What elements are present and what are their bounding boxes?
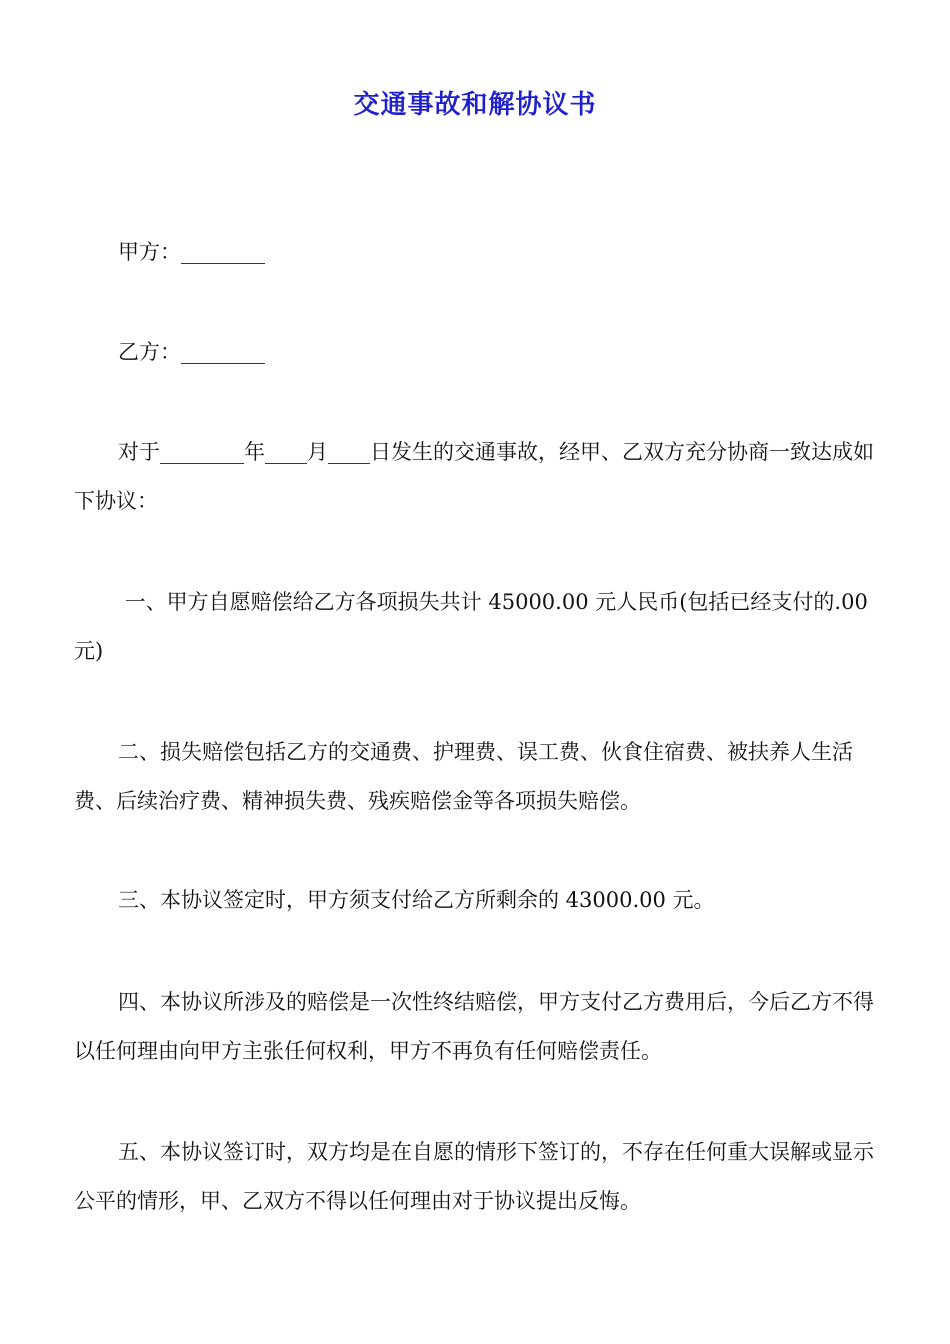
clause-1: 一、甲方自愿赔偿给乙方各项损失共计 45000.00 元人民币(包括已经支付的.00元) [74, 590, 868, 663]
clause-3: 三、本协议签定时，甲方须支付给乙方所剩余的 43000.00 元。 [118, 888, 715, 912]
document-title: 交通事故和解协议书 [353, 90, 597, 120]
clause-5: 五、本协议签订时，双方均是在自愿的情形下签订的，不存在任何重大误解或显示公平的情形，甲、乙双方不得以任何理由对于协议提出反悔。 [74, 1140, 874, 1213]
party-b-line: 乙方：________ [118, 340, 265, 364]
party-a-line: 甲方：________ [118, 240, 265, 264]
clause-2: 二、损失赔偿包括乙方的交通费、护理费、误工费、伙食住宿费、被扶养人生活费、后续治疗费、精神损失费、残疾赔偿金等各项损失赔偿。 [74, 740, 853, 813]
clause-4: 四、本协议所涉及的赔偿是一次性终结赔偿，甲方支付乙方费用后，今后乙方不得以任何理由向甲方主张任何权利，甲方不再负有任何赔偿责任。 [74, 990, 874, 1063]
intro-paragraph: 对于________年____月____日发生的交通事故，经甲、乙双方充分协商一致达成如下协议： [74, 440, 874, 513]
